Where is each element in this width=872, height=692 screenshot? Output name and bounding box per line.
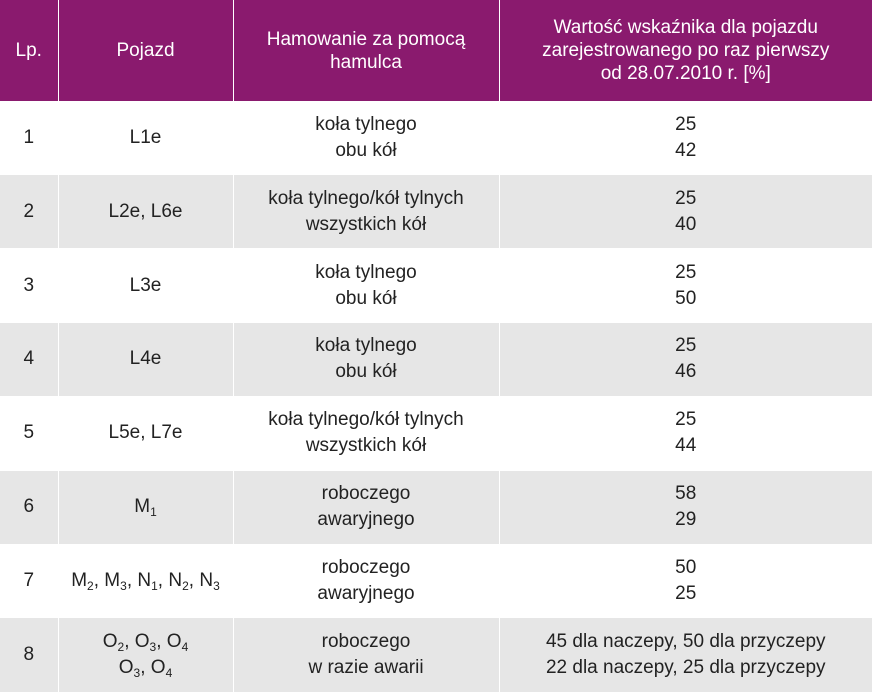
cell-vehicle: L4e	[58, 323, 233, 397]
table-row	[0, 396, 872, 470]
header-lp: Lp.	[0, 0, 58, 101]
brake-line: koła tylnego/kół tylnych	[268, 409, 464, 431]
cell-value	[499, 249, 872, 323]
header-hamowanie-line: Hamowanie za pomocą	[266, 28, 466, 50]
cell-brake	[233, 396, 499, 470]
value-line: 25	[675, 261, 697, 283]
brake-line: koła tylnego	[315, 335, 417, 357]
vehicle-subscript: 3	[149, 640, 157, 655]
header-hamowanie	[233, 0, 499, 101]
table-row	[0, 544, 872, 618]
vehicle-separator: ,	[157, 569, 169, 591]
value-line: 25	[675, 409, 697, 431]
vehicle-subscript: 3	[213, 578, 220, 593]
cell-value	[499, 323, 872, 397]
vehicle-code: O	[166, 631, 182, 653]
cell-value	[499, 618, 872, 692]
vehicle-subscript: 3	[133, 666, 141, 681]
cell-lp: 4	[0, 323, 58, 397]
brake-line: awaryjnego	[317, 582, 415, 604]
vehicle-subscript: 1	[151, 578, 158, 593]
cell-brake	[233, 101, 499, 175]
vehicle-line	[63, 568, 229, 594]
vehicle-code: O	[102, 631, 118, 653]
cell-lp: 1	[23, 126, 35, 148]
value-line: 25	[675, 113, 697, 135]
vehicle-code: O	[118, 657, 134, 679]
cell-vehicle	[58, 470, 233, 544]
header-wartosc-line: Wartość wskaźnika dla pojazdu	[553, 17, 818, 38]
cell-brake	[233, 618, 499, 692]
cell-brake	[233, 323, 499, 397]
cell-lp: 7	[0, 544, 58, 618]
vehicle-subscript: 3	[120, 578, 127, 593]
cell-vehicle	[58, 618, 233, 692]
table-row	[0, 470, 872, 544]
vehicle-subscript: 1	[150, 505, 157, 520]
cell-vehicle: L3e	[58, 249, 233, 323]
cell-brake	[233, 470, 499, 544]
cell-lp: 2	[0, 175, 58, 249]
vehicle-separator: ,	[140, 657, 151, 679]
brake-line: awaryjnego	[317, 509, 415, 531]
cell-lp: 5	[0, 396, 58, 470]
brake-line: wszystkich kół	[305, 213, 427, 235]
value-line: 45 dla naczepy, 50 dla przyczepy	[545, 631, 826, 653]
cell-brake	[233, 544, 499, 618]
vehicle-subscript: 2	[182, 578, 189, 593]
cell-value	[499, 101, 872, 175]
vehicle-code: N	[168, 569, 183, 591]
brake-line: roboczego	[321, 483, 411, 505]
brake-line: obu kół	[335, 139, 397, 161]
table-row	[0, 618, 872, 692]
table-row	[0, 175, 872, 249]
vehicle-code: M	[134, 496, 151, 518]
cell-vehicle: L2e, L6e	[58, 175, 233, 249]
vehicle-code: O	[150, 657, 166, 679]
value-line: 22 dla naczepy, 25 dla przyczepy	[545, 657, 826, 679]
vehicle-code: N	[199, 569, 214, 591]
cell-brake	[233, 175, 499, 249]
vehicle-code: O	[134, 631, 150, 653]
cell-vehicle: L1e	[58, 101, 233, 175]
vehicle-code: N	[137, 569, 152, 591]
brake-line: roboczego	[321, 556, 411, 578]
value-line: 44	[675, 435, 697, 457]
vehicle-line	[63, 655, 229, 681]
vehicle-separator: ,	[126, 569, 138, 591]
brake-line: koła tylnego/kół tylnych	[268, 187, 464, 209]
cell-value	[499, 175, 872, 249]
cell-value	[499, 396, 872, 470]
vehicle-separator: ,	[156, 631, 167, 653]
cell-value	[499, 470, 872, 544]
brake-line: wszystkich kół	[305, 435, 427, 457]
table-header	[0, 0, 872, 101]
vehicle-line	[63, 629, 229, 655]
vehicle-separator: ,	[93, 569, 105, 591]
value-line: 42	[675, 139, 697, 161]
value-line: 29	[675, 509, 697, 531]
header-wartosc	[499, 0, 872, 101]
header-wartosc-line: od 28.07.2010 r. [%]	[600, 63, 771, 84]
cell-brake	[233, 249, 499, 323]
vehicle-separator: ,	[188, 569, 200, 591]
value-line: 50	[675, 287, 697, 309]
table-row	[0, 323, 872, 397]
vehicle-subscript: 2	[87, 578, 94, 593]
vehicle-code: M	[104, 569, 121, 591]
brake-line: obu kół	[335, 287, 397, 309]
value-line: 46	[675, 361, 697, 383]
value-line: 25	[675, 187, 697, 209]
value-line: 25	[675, 335, 697, 357]
cell-lp: 3	[0, 249, 58, 323]
value-line: 25	[675, 582, 697, 604]
table-row	[0, 101, 872, 175]
cell-vehicle: L5e, L7e	[58, 396, 233, 470]
brake-line: roboczego	[321, 631, 411, 653]
vehicle-code: M	[71, 569, 88, 591]
brake-line: koła tylnego	[315, 113, 417, 135]
vehicle-subscript: 2	[117, 640, 125, 655]
brake-line: koła tylnego	[315, 261, 417, 283]
header-hamowanie-line: hamulca	[330, 51, 402, 73]
value-line: 58	[675, 483, 697, 505]
brake-line: w razie awarii	[308, 657, 424, 679]
vehicle-subscript: 4	[181, 640, 189, 655]
header-row	[0, 0, 872, 101]
cell-vehicle	[58, 544, 233, 618]
header-pojazd: Pojazd	[58, 0, 233, 101]
value-line: 50	[675, 556, 697, 578]
header-wartosc-line: zarejestrowanego po raz pierwszy	[542, 40, 830, 61]
cell-value	[499, 544, 872, 618]
table-body	[0, 101, 872, 692]
vehicle-subscript: 4	[165, 666, 173, 681]
table-row	[0, 249, 872, 323]
cell-lp: 8	[0, 618, 58, 692]
cell-lp: 6	[0, 470, 58, 544]
value-line: 40	[675, 213, 697, 235]
brake-line: obu kół	[335, 361, 397, 383]
vehicle-separator: ,	[124, 631, 135, 653]
